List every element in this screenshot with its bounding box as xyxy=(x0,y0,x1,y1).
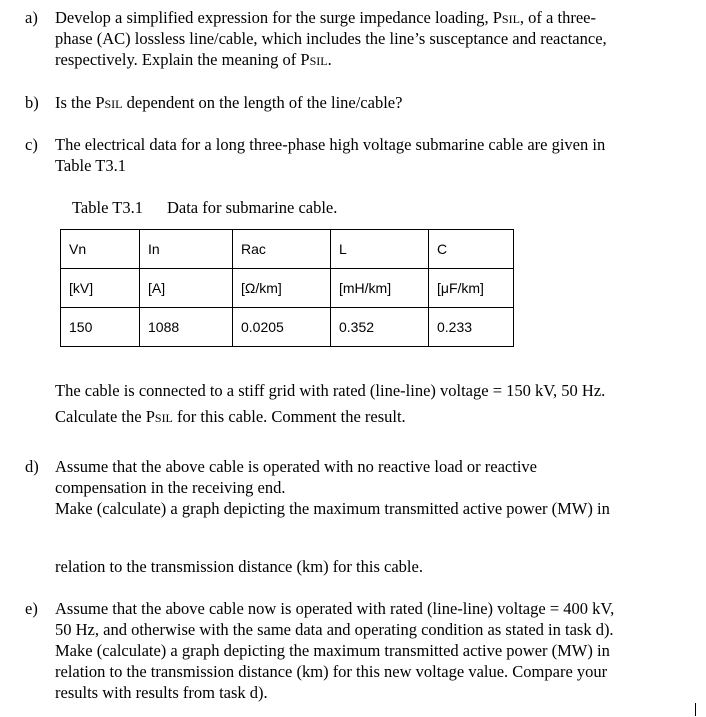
table-header-cell: L xyxy=(331,230,429,269)
question-a-line3-pre: respectively. Explain the meaning of P xyxy=(55,50,310,69)
table-value-cell: 0.0205 xyxy=(233,308,331,347)
table-value-cell: 150 xyxy=(61,308,140,347)
table-unit-cell: [μF/km] xyxy=(429,269,514,308)
question-a-line2: phase (AC) lossless line/cable, which includes the line’s susceptance and reactance, xyxy=(55,29,607,48)
question-c-line1: The electrical data for a long three-phase high voltage submarine cable are given in xyxy=(55,135,606,154)
cable-data-table xyxy=(60,229,514,347)
question-c-after-line1: The cable is connected to a stiff grid with rated (line-line) voltage = 150 kV, 50 Hz. xyxy=(55,381,606,400)
table-row-header xyxy=(61,230,514,269)
question-c-label: c) xyxy=(25,135,38,154)
table-header-cell: C xyxy=(429,230,514,269)
table-header-cell: Vn xyxy=(61,230,140,269)
question-a-line1-pre: Develop a simplified expression for the surge impedance loading, P xyxy=(55,8,502,27)
table-unit-cell: [Ω/km] xyxy=(233,269,331,308)
question-b-pre: Is the P xyxy=(55,93,105,112)
question-e-label: e) xyxy=(25,599,38,618)
question-d-line3: Make (calculate) a graph depicting the maximum transmitted active power (MW) in xyxy=(55,499,610,518)
question-d-line1: Assume that the above cable is operated with no reactive load or reactive xyxy=(55,457,537,476)
question-a-label: a) xyxy=(25,8,38,27)
table-header-cell: Rac xyxy=(233,230,331,269)
question-d-line4: relation to the transmission distance (km) for this cable. xyxy=(55,557,423,576)
question-c-after-line2 xyxy=(55,406,406,429)
question-a-line3-post: . xyxy=(327,50,332,69)
table-value-cell: 0.233 xyxy=(429,308,514,347)
question-b-post: dependent on the length of the line/cable? xyxy=(122,93,403,112)
question-c-after2-pre: Calculate the P xyxy=(55,407,155,426)
question-e-line3: Make (calculate) a graph depicting the maximum transmitted active power (MW) in xyxy=(55,641,610,660)
psil-subscript: SIL xyxy=(104,97,123,111)
psil-subscript: SIL xyxy=(309,54,328,68)
table-value-cell: 1088 xyxy=(140,308,233,347)
question-b-label: b) xyxy=(25,93,39,112)
psil-subscript: SIL xyxy=(154,411,173,425)
question-e-line4: relation to the transmission distance (km) for this new voltage value. Compare your xyxy=(55,662,608,681)
table-row-values xyxy=(61,308,514,347)
table-value-cell: 0.352 xyxy=(331,308,429,347)
question-e-line1: Assume that the above cable now is operated with rated (line-line) voltage = 400 kV, xyxy=(55,599,615,618)
table-caption-text: Data for submarine cable. xyxy=(166,198,338,217)
table-unit-cell: [A] xyxy=(140,269,233,308)
table-unit-cell: [kV] xyxy=(61,269,140,308)
question-a-line1-post: , of a three- xyxy=(519,8,596,27)
question-c-line2: Table T3.1 xyxy=(55,156,126,175)
psil-subscript: SIL xyxy=(501,12,520,26)
question-c-after2-post: for this cable. Comment the result. xyxy=(172,407,406,426)
question-d-line2: compensation in the receiving end. xyxy=(55,478,286,497)
table-caption-number: Table T3.1 xyxy=(72,198,143,217)
table-caption xyxy=(72,197,337,218)
table-unit-cell: [mH/km] xyxy=(331,269,429,308)
table-row-units xyxy=(61,269,514,308)
question-e-line5: results with results from task d). xyxy=(55,683,268,702)
question-e-line2: 50 Hz, and otherwise with the same data and operating condition as stated in task d). xyxy=(55,620,614,639)
text-cursor xyxy=(695,703,696,716)
question-d-label: d) xyxy=(25,457,39,476)
table-header-cell: In xyxy=(140,230,233,269)
